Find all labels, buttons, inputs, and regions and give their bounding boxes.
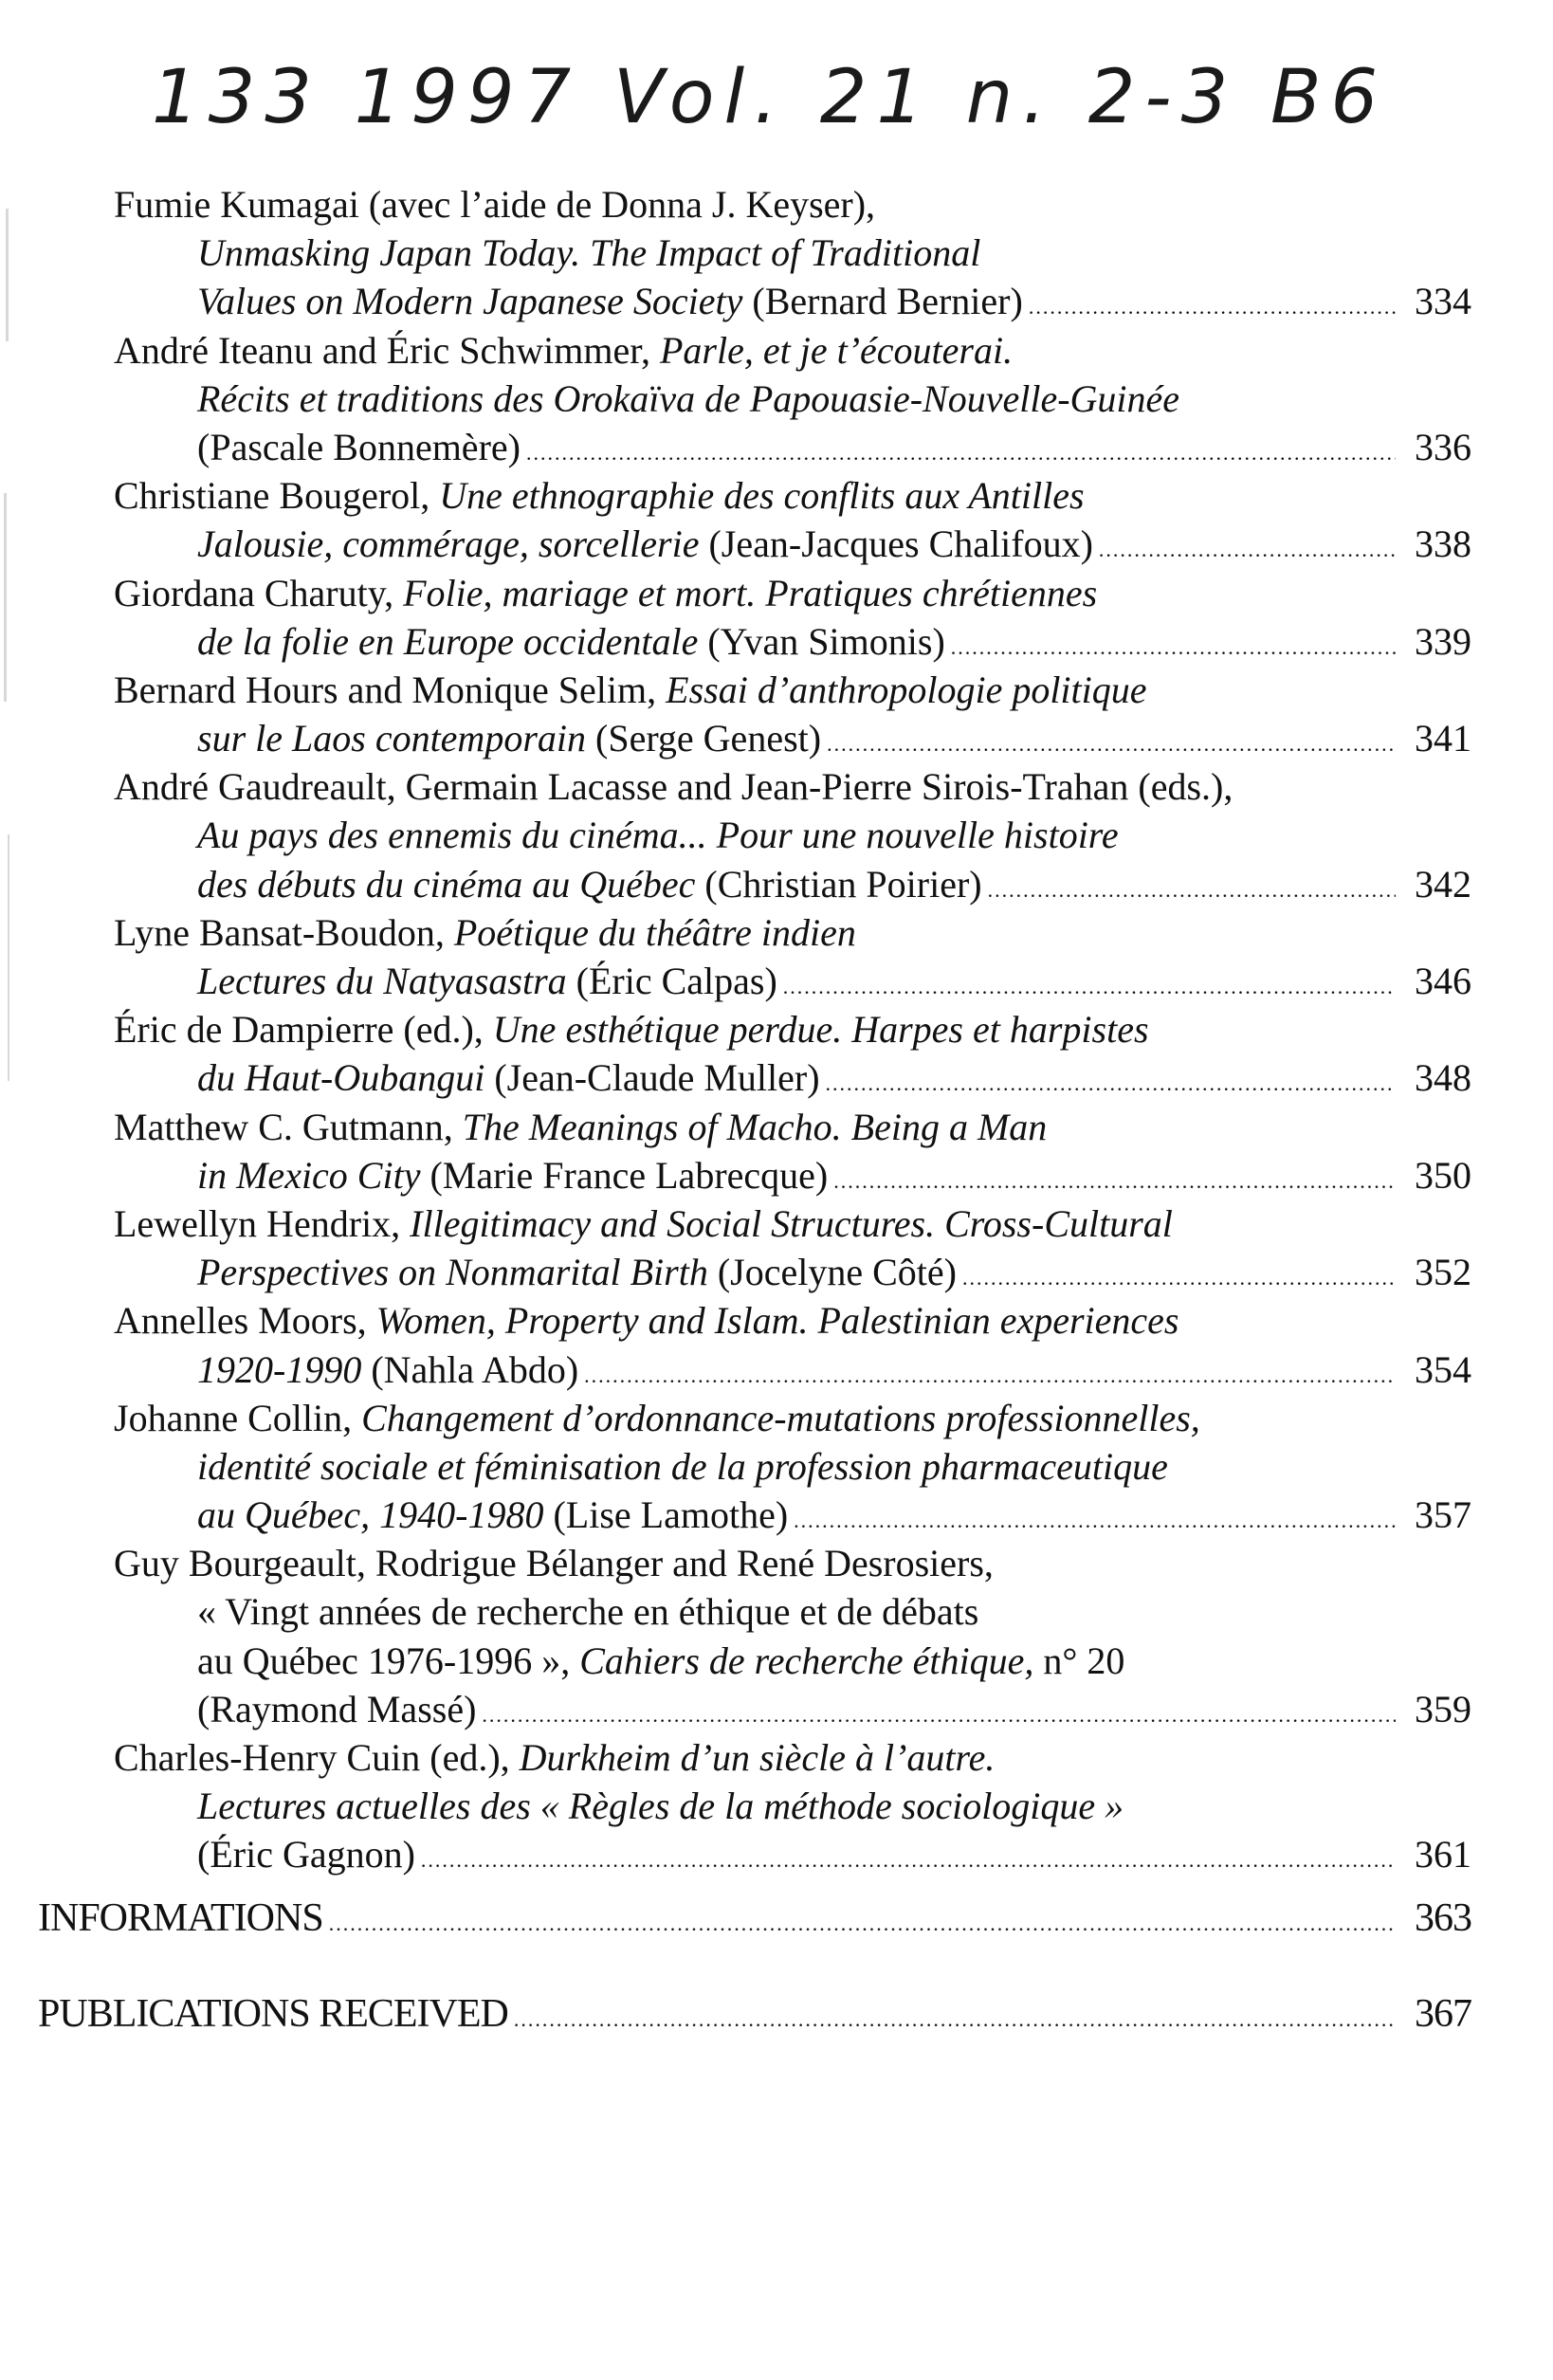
toc-entry-continuation-line xyxy=(114,229,1471,277)
toc-entry-first-line xyxy=(114,666,1471,714)
toc-entry-first-line xyxy=(114,1733,1471,1782)
title-segment: Essai d’anthropologie politique xyxy=(666,668,1147,711)
title-segment: Durkheim d’un siècle à l’autre. xyxy=(519,1736,996,1779)
toc-entry-text xyxy=(197,1151,828,1199)
text-segment: (Lise Lamothe) xyxy=(543,1493,789,1537)
toc-entry-continuation-line xyxy=(114,1587,1471,1636)
title-segment: Récits et traditions des Orokaïva de Papouasie-Nouvelle-Guinée xyxy=(197,376,1180,420)
dot-leader xyxy=(526,429,1396,477)
toc-entry-text xyxy=(197,423,521,471)
handwritten-shelf-note: 133 1997 Vol. 21 n. 2-3 B6 xyxy=(152,55,1388,140)
dot-leader xyxy=(783,962,1396,1011)
page-number: 352 xyxy=(1415,1251,1471,1294)
page-number: 338 xyxy=(1415,522,1471,566)
toc-entry[interactable] xyxy=(114,1103,1471,1199)
toc-entry-text xyxy=(114,471,1085,520)
section-label: INFORMATIONS xyxy=(38,1896,323,1940)
section-label: PUBLICATIONS RECEIVED xyxy=(38,1992,508,2036)
toc-entry[interactable] xyxy=(114,1733,1471,1879)
page-number: 359 xyxy=(1415,1687,1471,1730)
toc-entry[interactable] xyxy=(114,1199,1471,1296)
page-number: 334 xyxy=(1415,280,1471,323)
dot-leader xyxy=(421,1836,1396,1884)
toc-entry-first-line xyxy=(114,326,1471,375)
toc-entry-text xyxy=(114,666,1147,714)
toc-entry[interactable] xyxy=(114,1394,1471,1540)
toc-entry-text xyxy=(197,520,1093,568)
toc-entry-continuation-line xyxy=(114,1782,1471,1830)
dot-leader xyxy=(1099,525,1396,574)
toc-entry-text xyxy=(197,1248,957,1296)
toc-entry-text xyxy=(114,1103,1047,1151)
title-segment: des débuts du cinéma au Québec xyxy=(197,862,696,906)
toc-entry-text xyxy=(114,569,1097,617)
dot-leader xyxy=(584,1351,1396,1400)
text-segment: Éric de Dampierre (ed.), xyxy=(114,1008,493,1052)
toc-entry-first-line xyxy=(114,1394,1471,1442)
toc-entry[interactable] xyxy=(114,908,1471,1005)
text-segment: (Nahla Abdo) xyxy=(361,1347,579,1391)
toc-entry-text xyxy=(114,908,856,957)
scan-edge-mark xyxy=(8,834,9,1081)
text-segment: (Serge Genest) xyxy=(586,717,822,760)
title-segment: Perspectives on Nonmarital Birth xyxy=(197,1251,708,1294)
text-segment: (Raymond Massé) xyxy=(197,1687,477,1730)
toc-entry-text xyxy=(114,1296,1179,1345)
text-segment: (Jocelyne Côté) xyxy=(707,1251,957,1294)
toc-entry-text xyxy=(197,811,1119,859)
toc-entry[interactable] xyxy=(114,1539,1471,1733)
title-segment: Poétique du théâtre indien xyxy=(453,910,856,954)
section-informations[interactable] xyxy=(38,1895,1471,1943)
dot-leader xyxy=(826,1059,1396,1108)
dot-leader xyxy=(833,1157,1396,1205)
text-segment: (Éric Gagnon) xyxy=(197,1833,415,1877)
text-segment: Guy Bourgeault, Rodrigue Bélanger and René Desrosiers, xyxy=(114,1542,994,1585)
toc-entry[interactable] xyxy=(114,762,1471,908)
text-segment: Bernard Hours and Monique Selim, xyxy=(114,668,667,711)
toc-entry-continuation-line xyxy=(114,957,1471,1005)
title-segment: Illegitimacy and Social Structures. Cross-Cultural xyxy=(410,1201,1173,1245)
toc-entry-continuation-line xyxy=(114,617,1471,666)
toc-entry-text xyxy=(197,714,821,762)
toc-entry-text xyxy=(197,277,1023,325)
toc-entry-first-line xyxy=(114,1296,1471,1345)
toc-entry-continuation-line xyxy=(114,1248,1471,1296)
toc-entry-text xyxy=(197,860,982,908)
title-segment: Unmasking Japan Today. The Impact of Traditional xyxy=(197,231,981,275)
title-segment: in Mexico City xyxy=(197,1153,421,1197)
toc-entry-text xyxy=(197,1830,415,1878)
scan-edge-mark xyxy=(6,209,9,341)
title-segment: Values on Modern Japanese Society xyxy=(197,280,743,323)
toc-entry-text xyxy=(114,762,1233,811)
title-segment: 1920-1990 xyxy=(197,1347,362,1391)
toc-entry-continuation-line xyxy=(114,277,1471,325)
text-segment: André Iteanu and Éric Schwimmer, xyxy=(114,328,660,372)
title-segment: du Haut-Oubangui xyxy=(197,1056,485,1100)
text-segment: Charles-Henry Cuin (ed.), xyxy=(114,1736,520,1779)
dot-leader xyxy=(482,1691,1396,1739)
toc-entry-text xyxy=(197,1053,820,1102)
toc-entry-text xyxy=(114,1394,1200,1442)
title-segment: Une esthétique perdue. Harpes et harpistes xyxy=(492,1008,1149,1052)
text-segment: Fumie Kumagai (avec l’aide de Donna J. Keyser), xyxy=(114,183,876,226)
toc-entry-continuation-line xyxy=(114,1685,1471,1733)
toc-entry[interactable] xyxy=(114,1296,1471,1393)
toc-entry-continuation-line xyxy=(114,1830,1471,1878)
toc-entry-text xyxy=(114,326,1013,375)
text-segment: n° 20 xyxy=(1033,1639,1125,1682)
page-number: 339 xyxy=(1415,619,1471,663)
toc-entry-text xyxy=(114,1539,994,1587)
text-segment: Christiane Bougerol, xyxy=(114,474,440,518)
text-segment: Lyne Bansat-Boudon, xyxy=(114,910,454,954)
title-segment: Au pays des ennemis du cinéma... Pour une nouvelle histoire xyxy=(197,814,1119,857)
page-number: 350 xyxy=(1415,1153,1471,1197)
title-segment: au Québec, 1940-1980 xyxy=(197,1493,544,1537)
title-segment: Lectures actuelles des « Règles de la méthode sociologique » xyxy=(197,1785,1124,1828)
text-segment: (Jean-Claude Muller) xyxy=(484,1056,820,1100)
toc-entry-text xyxy=(197,1346,578,1394)
title-segment: identité sociale et féminisation de la profession pharmaceutique xyxy=(197,1444,1168,1488)
page-number: 363 xyxy=(1415,1896,1471,1940)
toc-entry-first-line xyxy=(114,1539,1471,1587)
section-publications-received[interactable] xyxy=(38,1990,1471,2039)
page-number: 336 xyxy=(1415,425,1471,468)
toc-entry-continuation-line xyxy=(114,1346,1471,1394)
table-of-contents xyxy=(114,180,1471,1879)
toc-entry-text xyxy=(197,1442,1168,1491)
text-segment: Matthew C. Gutmann, xyxy=(114,1105,463,1148)
toc-entry-first-line xyxy=(114,471,1471,520)
toc-entry-text xyxy=(197,1782,1124,1830)
toc-entry-continuation-line xyxy=(114,714,1471,762)
dot-leader xyxy=(794,1496,1396,1545)
toc-entry-continuation-line xyxy=(114,1491,1471,1539)
toc-entry-text xyxy=(197,1637,1124,1685)
toc-entry-text xyxy=(114,1005,1149,1053)
toc-entry-continuation-line xyxy=(114,1151,1471,1199)
title-segment: Women, Property and Islam. Palestinian experiences xyxy=(375,1299,1179,1343)
title-segment: Parle, et je t’écouterai. xyxy=(659,328,1014,372)
text-segment: André Gaudreault, Germain Lacasse and Jean-Pierre Sirois-Trahan (eds.), xyxy=(114,765,1233,809)
toc-entry[interactable] xyxy=(114,471,1471,568)
page-number: 341 xyxy=(1415,717,1471,760)
dot-leader xyxy=(329,1899,1396,1948)
title-segment: de la folie en Europe occidentale xyxy=(197,619,699,663)
dot-leader xyxy=(514,1995,1396,2043)
dot-leader xyxy=(988,866,1396,914)
toc-entry-continuation-line xyxy=(114,811,1471,859)
toc-entry-continuation-line xyxy=(114,375,1471,423)
toc-entry[interactable] xyxy=(114,666,1471,762)
text-segment: « Vingt années de recherche en éthique et de débats xyxy=(197,1590,979,1634)
toc-entry-continuation-line xyxy=(114,1637,1471,1685)
page-number: 348 xyxy=(1415,1056,1471,1100)
toc-entry-continuation-line xyxy=(114,860,1471,908)
toc-entry-text xyxy=(197,1491,788,1539)
toc-entry-text xyxy=(197,375,1179,423)
toc-entry-continuation-line xyxy=(114,423,1471,471)
toc-entry[interactable] xyxy=(114,180,1471,326)
toc-entry-text xyxy=(114,1733,995,1782)
page-number: 357 xyxy=(1415,1493,1471,1537)
dot-leader xyxy=(951,623,1396,671)
page-number: 354 xyxy=(1415,1347,1471,1391)
text-segment: (Bernard Bernier) xyxy=(742,280,1023,323)
title-segment: sur le Laos contemporain xyxy=(197,717,586,760)
toc-entry-first-line xyxy=(114,180,1471,229)
page-number: 342 xyxy=(1415,862,1471,906)
text-segment: Annelles Moors, xyxy=(114,1299,376,1343)
text-segment: au Québec 1976-1996 », xyxy=(197,1639,580,1682)
toc-entry-continuation-line xyxy=(114,1442,1471,1491)
text-segment: Giordana Charuty, xyxy=(114,571,404,614)
title-segment: Une ethnographie des conflits aux Antilles xyxy=(439,474,1085,518)
title-segment: Lectures du Natyasastra xyxy=(197,960,567,1002)
toc-entry-text xyxy=(114,1199,1173,1248)
toc-entry-first-line xyxy=(114,569,1471,617)
dot-leader xyxy=(827,720,1396,768)
page-number: 346 xyxy=(1415,960,1471,1002)
text-segment: (Jean-Jacques Chalifoux) xyxy=(699,522,1093,566)
text-segment: Lewellyn Hendrix, xyxy=(114,1201,411,1245)
text-segment: (Pascale Bonnemère) xyxy=(197,425,521,468)
toc-entry-text xyxy=(197,957,777,1005)
page-number: 367 xyxy=(1415,1992,1471,2036)
scan-edge-mark xyxy=(4,493,7,702)
toc-entry-text xyxy=(114,180,875,229)
toc-entry-continuation-line xyxy=(114,520,1471,568)
toc-entry[interactable] xyxy=(114,326,1471,472)
text-segment: (Christian Poirier) xyxy=(695,862,982,906)
toc-entry-first-line xyxy=(114,908,1471,957)
toc-entry-first-line xyxy=(114,1199,1471,1248)
toc-entry-text xyxy=(197,1685,476,1733)
page-number: 361 xyxy=(1415,1833,1471,1877)
title-segment: The Meanings of Macho. Being a Man xyxy=(462,1105,1048,1148)
title-segment: Cahiers de recherche éthique, xyxy=(579,1639,1034,1682)
toc-entry-text xyxy=(197,617,945,666)
toc-entry-text xyxy=(197,1587,978,1636)
toc-entry-first-line xyxy=(114,1005,1471,1053)
toc-entry[interactable] xyxy=(114,1005,1471,1102)
dot-leader xyxy=(962,1254,1396,1302)
text-segment: Johanne Collin, xyxy=(114,1396,362,1439)
toc-entry-text xyxy=(197,229,980,277)
toc-entry-first-line xyxy=(114,1103,1471,1151)
text-segment: (Éric Calpas) xyxy=(566,960,777,1002)
toc-entry-first-line xyxy=(114,762,1471,811)
dot-leader xyxy=(1029,283,1396,331)
text-segment: (Marie France Labrecque) xyxy=(420,1153,829,1197)
title-segment: Jalousie, commérage, sorcellerie xyxy=(197,522,700,566)
text-segment: (Yvan Simonis) xyxy=(698,619,945,663)
title-segment: Folie, mariage et mort. Pratiques chrétiennes xyxy=(403,571,1098,614)
title-segment: Changement d’ordonnance-mutations professionnelles, xyxy=(361,1396,1200,1439)
toc-entry[interactable] xyxy=(114,569,1471,666)
toc-entry-continuation-line xyxy=(114,1053,1471,1102)
